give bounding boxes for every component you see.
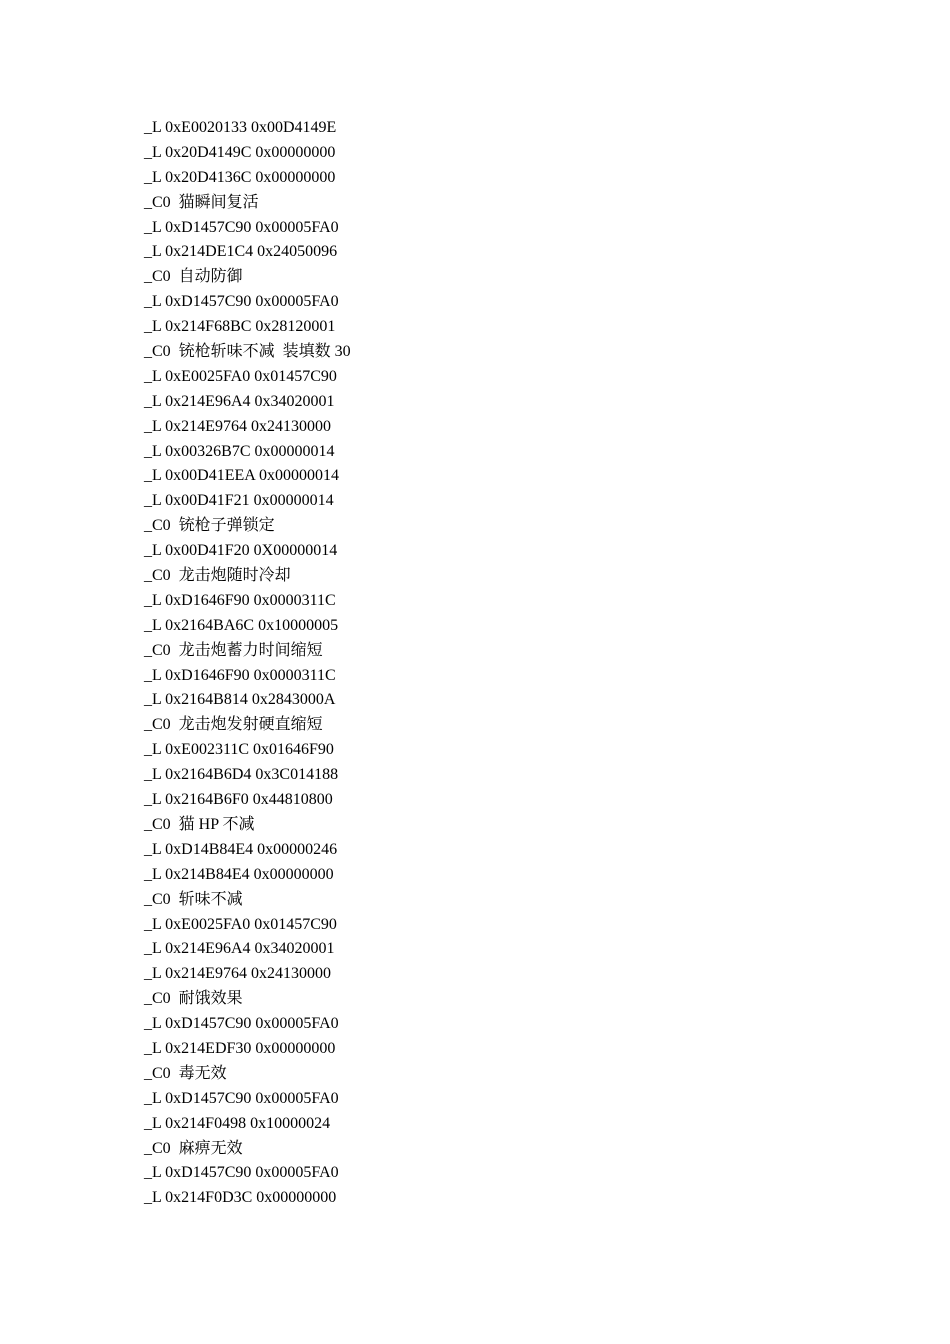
code-line: _L 0x2164B814 0x2843000A bbox=[144, 691, 336, 709]
code-line: _L 0x2164B6D4 0x3C014188 bbox=[144, 766, 339, 784]
code-line: _L 0x00D41EEA 0x00000014 bbox=[144, 467, 339, 485]
code-line: _L 0x214E9764 0x24130000 bbox=[144, 417, 331, 435]
code-line: _L 0x214E9764 0x24130000 bbox=[144, 965, 331, 983]
code-line: _L 0x214F0D3C 0x00000000 bbox=[144, 1189, 337, 1207]
code-line: _L 0xE0020133 0x00D4149E bbox=[144, 119, 337, 136]
code-line: _L 0x2164B6F0 0x44810800 bbox=[144, 791, 333, 809]
code-line: _L 0xE0025FA0 0x01457C90 bbox=[144, 367, 337, 385]
code-line: _L 0xD1457C90 0x00005FA0 bbox=[144, 1089, 339, 1107]
code-line: _L 0x00326B7C 0x00000014 bbox=[144, 442, 335, 460]
code-line: _L 0x214E96A4 0x34020001 bbox=[144, 940, 335, 958]
code-line: _L 0x214F68BC 0x28120001 bbox=[144, 318, 336, 336]
code-line: _L 0xD1646F90 0x0000311C bbox=[144, 666, 336, 684]
code-label-line: _C0 猫 HP 不减 bbox=[144, 815, 255, 833]
code-label-line: _C0 耐饿效果 bbox=[144, 990, 243, 1008]
code-label-line: _C0 麻痹无效 bbox=[144, 1139, 243, 1157]
code-label-line: _C0 自动防御 bbox=[144, 268, 243, 286]
code-line: _L 0x00D41F20 0X00000014 bbox=[144, 542, 338, 560]
code-label-line: _C0 猫瞬间复活 bbox=[144, 193, 259, 211]
code-line: _L 0x20D4136C 0x00000000 bbox=[144, 168, 336, 186]
code-line: _L 0xD1457C90 0x00005FA0 bbox=[144, 218, 339, 236]
code-line: _L 0x00D41F21 0x00000014 bbox=[144, 492, 334, 510]
code-label-line: _C0 斩味不减 bbox=[144, 890, 243, 908]
code-line: _L 0xD1457C90 0x00005FA0 bbox=[144, 1164, 339, 1182]
code-label-line: _C0 毒无效 bbox=[144, 1064, 227, 1082]
code-list bbox=[144, 116, 844, 1211]
code-line: _L 0x2164BA6C 0x10000005 bbox=[144, 616, 339, 634]
code-line: _L 0x214E96A4 0x34020001 bbox=[144, 392, 335, 410]
code-line: _L 0x214DE1C4 0x24050096 bbox=[144, 243, 338, 261]
code-label-line: _C0 龙击炮发射硬直缩短 bbox=[144, 716, 323, 734]
code-line: _L 0xD14B84E4 0x00000246 bbox=[144, 840, 338, 858]
code-line: _L 0xD1457C90 0x00005FA0 bbox=[144, 1015, 339, 1033]
code-label-line: _C0 龙击炮蓄力时间缩短 bbox=[144, 641, 323, 659]
code-line: _L 0x214F0498 0x10000024 bbox=[144, 1114, 331, 1132]
code-line: _L 0x214EDF30 0x00000000 bbox=[144, 1039, 336, 1057]
code-line: _L 0xD1457C90 0x00005FA0 bbox=[144, 293, 339, 311]
code-label-line: _C0 龙击炮随时冷却 bbox=[144, 567, 291, 585]
code-line: _L 0xD1646F90 0x0000311C bbox=[144, 591, 336, 609]
code-label-line: _C0 铳枪斩味不减 装填数 30 bbox=[144, 343, 351, 361]
code-line: _L 0xE002311C 0x01646F90 bbox=[144, 741, 334, 759]
code-line: _L 0x214B84E4 0x00000000 bbox=[144, 865, 334, 883]
code-line: _L 0xE0025FA0 0x01457C90 bbox=[144, 915, 337, 933]
code-line: _L 0x20D4149C 0x00000000 bbox=[144, 143, 336, 161]
code-label-line: _C0 铳枪子弹锁定 bbox=[144, 517, 275, 535]
